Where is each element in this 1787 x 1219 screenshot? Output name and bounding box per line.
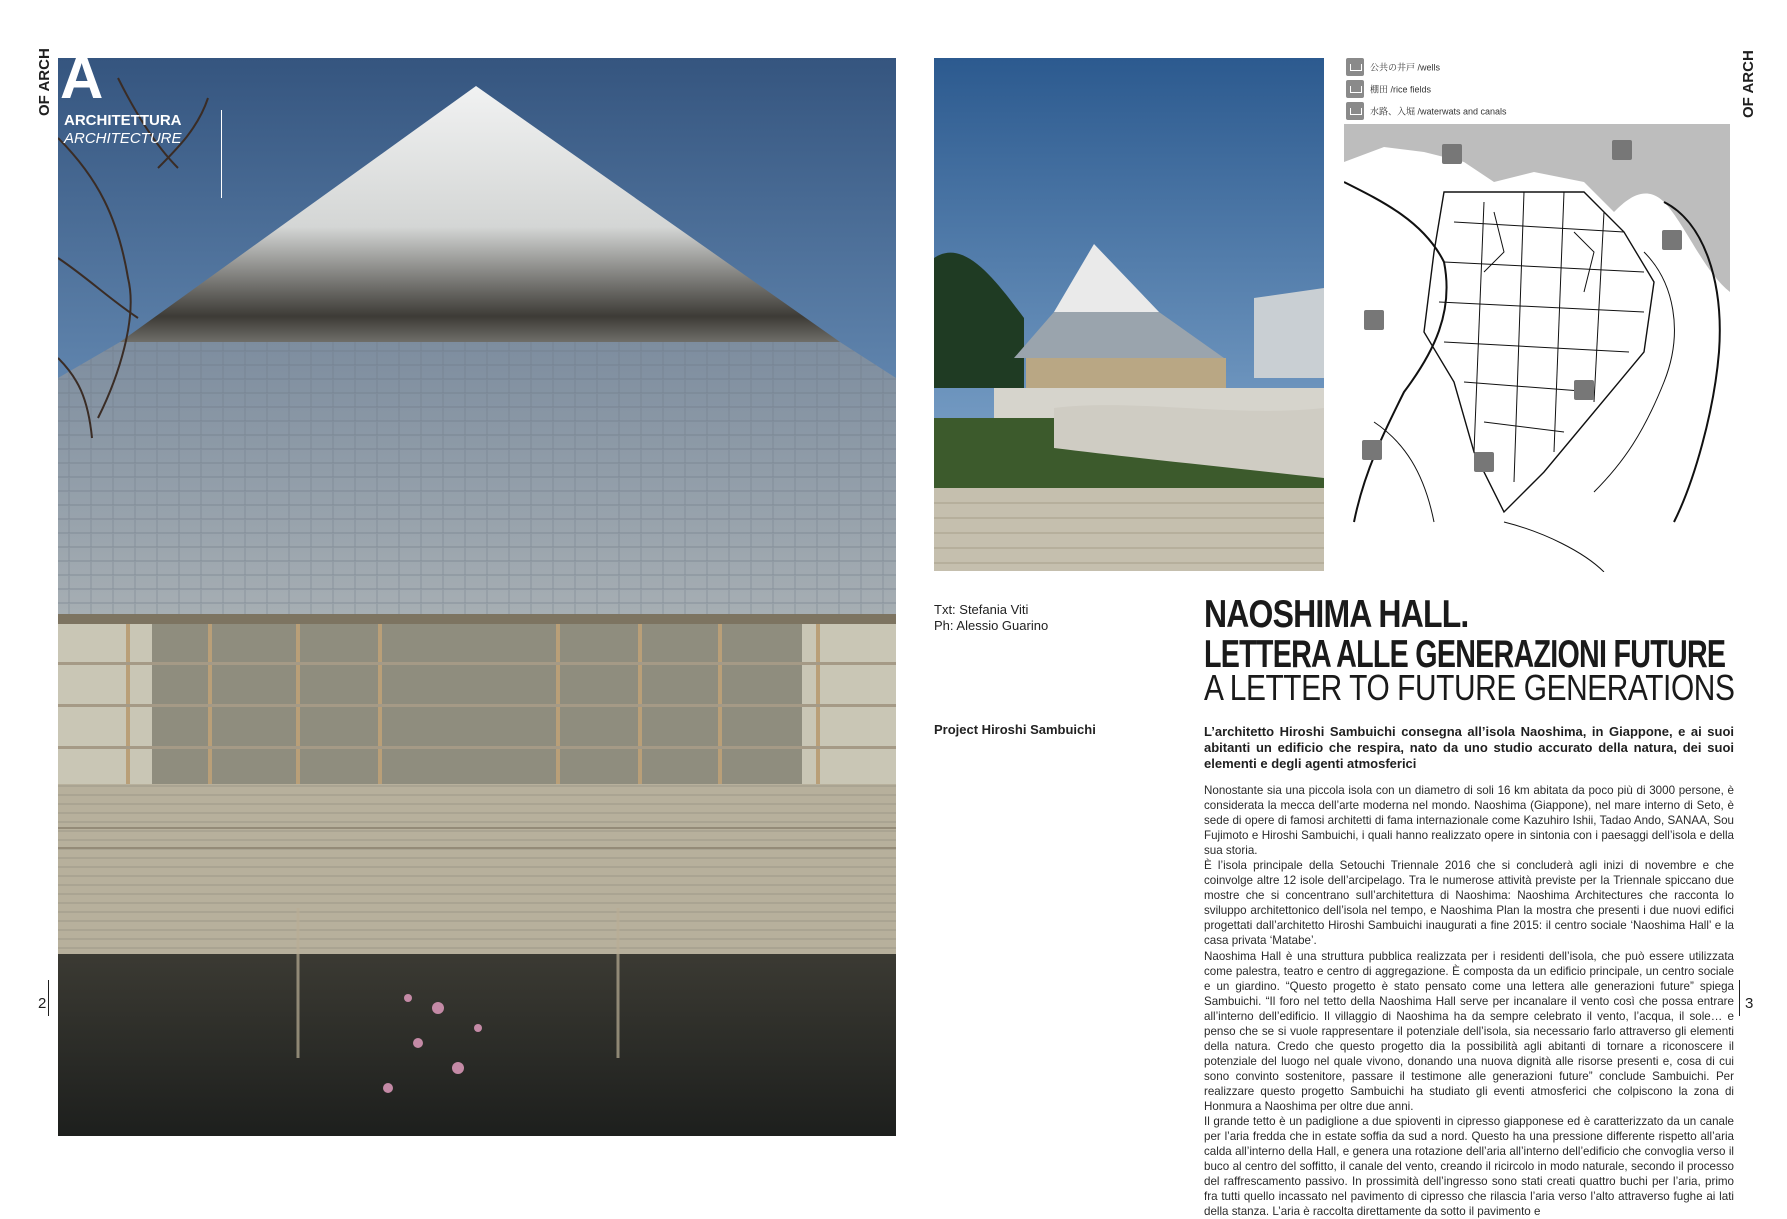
photo-credit: Ph: Alessio Guarino: [934, 618, 1049, 633]
body-paragraph: È l’isola principale della Setouchi Triennale 2016 che si concluderà agli inizi di novembre e che coinvolge altre 12 isole dell’arcipelago. Tra le numerose attività previste per la Triennale spiccano due mostre che si concentrano sull’architettura di Naoshima: Naoshima Architectures che racconta lo sviluppo architettonico dell’isola nel tempo, e Naoshima Plan la mostra che presenti i due nuovi edifici progettati dall’architetto Hiroshi Sambuichi inaugurati a fine 2015: il centro sociale ‘Naoshima Hall’ e la casa privata ‘Matabe’.: [1204, 859, 1734, 948]
village-map-drawing: [1344, 52, 1730, 572]
legend-rice-fields: 棚田 /rice fields: [1346, 80, 1431, 98]
main-photo-illustration: [58, 58, 896, 1136]
exterior-photo: [934, 58, 1324, 571]
legend-wells: 公共の井戸 /wells: [1346, 58, 1440, 76]
page-number-right: 3: [1745, 995, 1754, 1012]
brand-divider: [221, 110, 222, 198]
title-line-3: A LETTER TO FUTURE GENERATIONS: [1204, 667, 1735, 708]
village-map: [1344, 52, 1730, 572]
title-line-2: LETTERA ALLE GENERAZIONI FUTURE: [1204, 633, 1726, 676]
brand-vertical-label: OF ARCH: [36, 48, 53, 116]
side-brand-label: OF ARCH: [1740, 50, 1757, 118]
brand-letter: A: [60, 44, 104, 111]
folio-rule-right: [1739, 980, 1740, 1016]
title-line-1: NAOSHIMA HALL.: [1204, 593, 1469, 636]
exterior-photo-illustration: [934, 58, 1324, 571]
page-number-left: 2: [38, 995, 47, 1012]
credits: [934, 602, 1048, 634]
project-credit: Project Hiroshi Sambuichi: [934, 722, 1096, 737]
section-label-italian: ARCHITETTURA: [64, 112, 182, 129]
main-photo-naoshima-hall: [58, 58, 896, 1136]
text-credit: Txt: Stefania Viti: [934, 602, 1029, 617]
legend-waterways: 水路、入堀 /waterwats and canals: [1346, 102, 1507, 120]
body-paragraph: Il grande tetto è un padiglione a due spioventi in cipresso giapponese ed è caratterizzato da un canale per l’aria fredda che in estate soffia da sud a nord. Questo ha una pressione differente rispetto all’aria calda all’interno della Hall, e genera una rotazione dell’aria all’interno dell’edificio che convoglia verso il buco al centro del soffitto, il canale del vento, creando il ricircolo in modo naturale, secondo il processo del raffrescamento passivo. In prossimità dell’ingresso sono stati creati quattro buchi per l’aria, primo fra tutti quello incassato nel pavimento di cipresso che rilascia l’aria verso l’alto attraverso fughe ai lati della stanza. L’aria è raccolta direttamente da sotto il pavimento e: [1204, 1115, 1734, 1219]
body-paragraph: Naoshima Hall è una struttura pubblica realizzata per i residenti dell’isola, che può essere utilizzata come palestra, teatro e centro di aggregazione. È composta da un edificio principale, un centro sociale e un giardino. “Questo progetto è stato pensato come una lettera alle generazioni future” spiega Sambuichi. “Il foro nel tetto della Naoshima Hall serve per incanalare il vento così che possa entrare all’interno dell’edificio. Il villaggio di Naoshima ha da sempre celebrato il vento, l’acqua, il sole… e penso che se si vuole rappresentare il potenziale dell’isola, sia necessario farlo attraverso gli elementi della natura. Credo che questo progetto dia la possibilità agli abitanti di tornare a riconoscere il potenziale del luogo nel quale vivono, donando una nuova dignità alle risorse presenti e, cosa di cui sono convinto sostenitore, passare il testimone alle generazioni future” conclude Sambuichi. Per realizzare questo progetto Sambuichi ha studiato gli eventi atmosferici che colpiscono la zona di Honmura a Naoshima per oltre due anni.: [1204, 949, 1734, 1113]
lead-paragraph: L’architetto Hiroshi Sambuichi consegna all’isola Naoshima, in Giappone, e ai suoi abitanti un edificio che respira, nato da uno studio accurato della natura, dei suoi elementi e degli agenti atmosferici: [1204, 724, 1734, 771]
section-label-english: ARCHITECTURE: [64, 130, 182, 147]
body-paragraph: Nonostante sia una piccola isola con un diametro di soli 16 km abitata da poco più di 3000 persone, è considerata la mecca dell’arte moderna nel mondo. Naoshima (Giappone), nel mare interno di Seto, è sede di opere di famosi architetti di fama internazionale come Kazuhiro Ishii, Tadao Ando, SANAA, Sou Fujimoto e Hiroshi Sambuichi, i quali hanno realizzato opere in sintonia con i paesaggi dell’isola e della sua storia.: [1204, 784, 1734, 858]
folio-rule-left: [48, 980, 49, 1016]
article-body: [1204, 783, 1734, 1219]
